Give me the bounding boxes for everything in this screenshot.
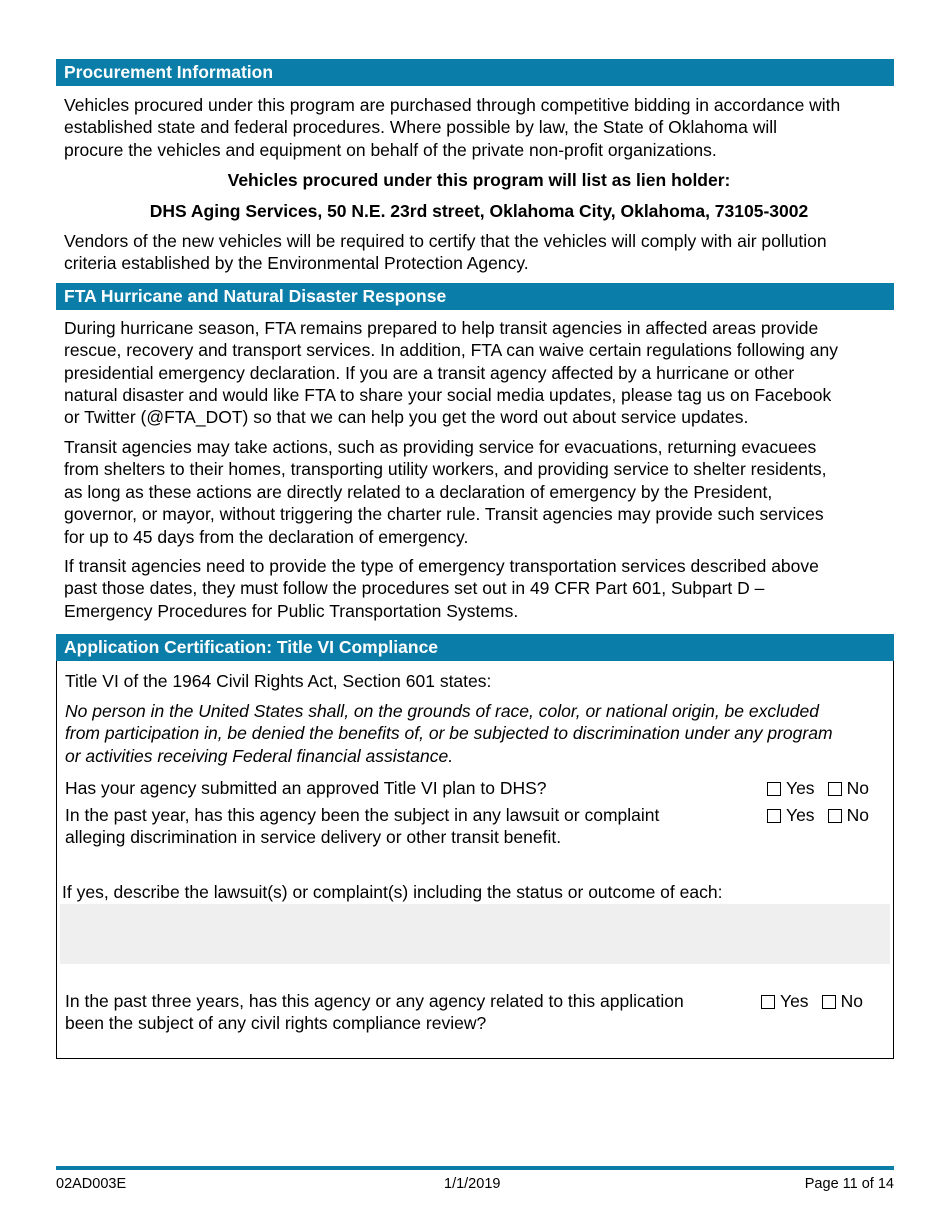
- section-601-quote: No person in the United States shall, on the grounds of race, color, or national origin, be excluded from participation in, be denied the benefits of, or be subjected to discrimination under any program or activities receiving Federal financial assistance.: [65, 701, 833, 766]
- question-text: Has your agency submitted an approved Title VI plan to DHS?: [65, 778, 547, 798]
- yes-no-group: [761, 990, 863, 1012]
- procurement-paragraph: Vehicles procured under this program are purchased through competitive bidding in accordance with established state and federal procedures. Where possible by law, the State of Oklahoma will procure the vehicles and equipment on behalf of the private non-profit organizations.: [64, 95, 841, 160]
- lawsuit-no-checkbox[interactable]: [828, 809, 842, 823]
- fta-paragraph-2: Transit agencies may take actions, such as providing service for evacuations, returning evacuees from shelters to their homes, transporting utility workers, and providing service to shelter residents, as long as these actions are directly related to a declaration of emergency by the President, governor, or mayor, without triggering the charter rule. Transit agencies may provide such services for up to 45 days from the declaration of emergency.: [64, 436, 827, 547]
- yes-no-group: [767, 804, 869, 826]
- compliance-review-no-checkbox[interactable]: [822, 995, 836, 1009]
- title-vi-heading: Application Certification: Title VI Compliance: [56, 634, 894, 661]
- form-date: 1/1/2019: [444, 1176, 501, 1192]
- title-vi-intro: Title VI of the 1964 Civil Rights Act, Section 601 states:: [65, 671, 492, 691]
- yes-label: Yes: [786, 778, 815, 798]
- no-label: No: [846, 805, 869, 825]
- procurement-heading: Procurement Information: [56, 59, 894, 86]
- no-label: No: [840, 991, 863, 1011]
- procurement-section: [56, 59, 894, 622]
- describe-prompt: If yes, describe the lawsuit(s) or complaint(s) including the status or outcome of each:: [62, 882, 723, 902]
- title-vi-plan-yes-checkbox[interactable]: [767, 782, 781, 796]
- describe-lawsuit-field[interactable]: [60, 904, 890, 964]
- question-text: In the past three years, has this agency or any agency related to this application been the subject of any civil rights compliance review?: [65, 991, 684, 1034]
- form-number: 02AD003E: [56, 1176, 127, 1192]
- vendor-paragraph: Vendors of the new vehicles will be required to certify that the vehicles will comply with air pollution criteria established by the Environmental Protection Agency.: [64, 231, 827, 274]
- fta-paragraph-1: During hurricane season, FTA remains prepared to help transit agencies in affected areas provide rescue, recovery and transport services. In addition, FTA can waive certain regulations following any presidential emergency declaration. If you are a transit agency affected by a hurricane or other natural disaster and would like FTA to share your social media updates, please tag us on Facebook or Twitter (@FTA_DOT) so that we can help you get the word out about service updates.: [64, 317, 838, 428]
- lien-holder-address: DHS Aging Services, 50 N.E. 23rd street, Oklahoma City, Oklahoma, 73105-3002: [149, 200, 809, 221]
- question-text: In the past year, has this agency been the subject in any lawsuit or complaint alleging discrimination in service delivery or other transit benefit.: [65, 805, 660, 848]
- page-number: Page 11 of 14: [804, 1176, 894, 1192]
- lawsuit-yes-checkbox[interactable]: [767, 809, 781, 823]
- no-label: No: [846, 778, 869, 798]
- lien-holder-heading: Vehicles procured under this program will list as lien holder:: [227, 170, 731, 191]
- footer-divider: [56, 1166, 894, 1170]
- yes-label: Yes: [780, 991, 809, 1011]
- yes-no-group: [767, 777, 869, 799]
- yes-label: Yes: [786, 805, 815, 825]
- compliance-review-yes-checkbox[interactable]: [761, 995, 775, 1009]
- fta-paragraph-3: If transit agencies need to provide the type of emergency transportation services described above past those dates, they must follow the procedures set out in 49 CFR Part 601, Subpart D – Emergency Procedures for Public Transportation Systems.: [64, 555, 819, 621]
- title-vi-section: [56, 634, 894, 1059]
- fta-heading: FTA Hurricane and Natural Disaster Response: [56, 283, 894, 310]
- title-vi-plan-no-checkbox[interactable]: [828, 782, 842, 796]
